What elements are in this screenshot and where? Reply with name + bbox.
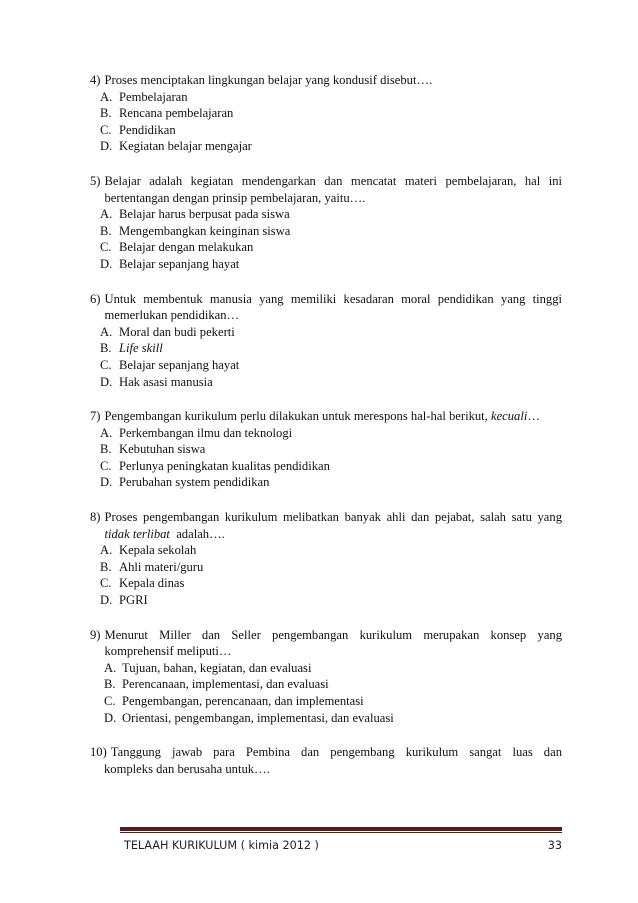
option-list — [90, 542, 562, 608]
option-d — [90, 138, 562, 155]
question-4 — [90, 72, 562, 155]
option-letter: D. — [100, 593, 113, 608]
question-text: Proses menciptakan lingkungan belajar yang kondusif disebut…. — [104, 73, 433, 87]
option-text: Perlunya peningkatan kualitas pendidikan — [119, 458, 330, 473]
question-number: 4) — [90, 73, 101, 87]
option-letter: A. — [100, 324, 113, 339]
document-body — [90, 72, 562, 795]
option-d — [90, 592, 562, 609]
option-c — [90, 239, 562, 256]
option-text: Perkembangan ilmu dan teknologi — [119, 425, 293, 440]
question-text-emphasis: kecuali — [490, 409, 528, 424]
question-line-1: Belajar adalah kegiatan mendengarkan dan mencatat materi pembelajaran, hal ini — [104, 173, 562, 188]
option-text: Pembelajaran — [119, 89, 188, 104]
question-text — [105, 173, 563, 206]
option-text: Belajar harus berpusat pada siswa — [119, 207, 290, 222]
option-list — [90, 425, 562, 491]
option-letter: A. — [104, 660, 117, 675]
option-c — [90, 575, 562, 592]
page-footer — [120, 827, 562, 852]
option-letter: B. — [100, 442, 112, 457]
option-b — [90, 559, 562, 576]
option-a — [90, 542, 562, 559]
footer-rule-thick — [120, 827, 562, 831]
option-text: Kebutuhan siswa — [119, 442, 206, 457]
option-text: Belajar dengan melakukan — [119, 240, 254, 255]
option-text: Kepala sekolah — [119, 543, 197, 558]
option-letter: D. — [104, 710, 117, 725]
option-letter: B. — [104, 677, 116, 692]
question-number: 5) — [90, 173, 101, 188]
question-text-end: … — [527, 409, 540, 424]
question-line-1: Tanggung jawab para Pembina dan pengembang kurikulum sangat luas dan — [110, 745, 562, 760]
question-line-2: kompleks dan berusaha untuk…. — [104, 761, 270, 776]
option-text: Orientasi, pengembangan, implementasi, dan evaluasi — [122, 710, 394, 725]
question-line-1: Proses pengembangan kurikulum melibatkan banyak ahli dan pejabat, salah satu yang — [104, 510, 562, 525]
option-letter: B. — [100, 106, 112, 121]
question-7 — [90, 408, 562, 491]
option-letter: B. — [100, 341, 112, 356]
option-c — [90, 458, 562, 475]
question-line-2: memerlukan pendidikan… — [104, 308, 240, 323]
option-text: Pendidikan — [119, 122, 176, 137]
option-c — [90, 693, 562, 710]
option-letter: C. — [100, 240, 112, 255]
question-text — [105, 408, 563, 425]
option-letter: D. — [100, 374, 113, 389]
question-line-1: Untuk membentuk manusia yang memiliki kesadaran moral pendidikan yang tinggi — [104, 291, 562, 306]
question-number: 8) — [90, 510, 101, 525]
option-letter: A. — [100, 89, 113, 104]
option-list — [90, 89, 562, 155]
option-b — [90, 676, 562, 693]
option-list — [90, 324, 562, 390]
option-letter: B. — [100, 223, 112, 238]
option-text: Kepala dinas — [119, 576, 185, 591]
footer-title: TELAAH KURIKULUM ( kimia 2012 ) — [124, 839, 319, 852]
question-line-2 — [105, 526, 563, 543]
option-d — [90, 374, 562, 391]
option-b — [90, 223, 562, 240]
option-a — [90, 324, 562, 341]
option-list — [90, 660, 562, 726]
option-text: Perubahan system pendidikan — [119, 475, 270, 490]
option-text: Life skill — [119, 341, 163, 356]
option-letter: A. — [100, 543, 113, 558]
page-number: 33 — [547, 839, 562, 852]
option-a — [90, 425, 562, 442]
option-letter: C. — [104, 694, 116, 708]
option-a — [90, 206, 562, 223]
option-text: Belajar sepanjang hayat — [119, 256, 240, 271]
question-line-2: komprehensif meliputi… — [104, 644, 232, 659]
option-a — [90, 660, 562, 677]
question-text — [105, 291, 563, 324]
option-text: Rencana pembelajaran — [119, 106, 234, 121]
question-text-end: adalah…. — [176, 526, 225, 541]
option-text: Mengembangkan keinginan siswa — [119, 223, 291, 238]
option-text: Belajar sepanjang hayat — [119, 357, 240, 372]
option-letter: D. — [100, 139, 113, 154]
question-text — [105, 509, 563, 542]
option-letter: A. — [100, 207, 113, 222]
option-text: Perencanaan, implementasi, dan evaluasi — [122, 677, 329, 692]
option-text: PGRI — [119, 593, 148, 608]
option-text: Moral dan budi pekerti — [119, 324, 235, 339]
option-c — [90, 357, 562, 374]
question-number: 7) — [90, 409, 101, 424]
question-number: 6) — [90, 291, 101, 306]
option-letter: C. — [100, 458, 112, 473]
option-letter: D. — [100, 475, 113, 490]
option-d — [90, 256, 562, 273]
option-text: Ahli materi/guru — [119, 559, 204, 574]
option-letter: B. — [100, 559, 112, 574]
question-text — [105, 627, 563, 660]
question-line-2: bertentangan dengan prinsip pembelajaran, yaitu…. — [104, 190, 366, 205]
option-text: Pengembangan, perencanaan, dan implementasi — [122, 694, 364, 708]
question-number: 9) — [90, 627, 101, 642]
option-letter: C. — [100, 576, 112, 591]
question-line-1: Menurut Miller dan Seller pengembangan kurikulum merupakan konsep yang — [104, 627, 562, 642]
question-10 — [90, 744, 562, 777]
footer-row — [120, 839, 562, 852]
question-text-emphasis: tidak terlibat — [104, 526, 170, 541]
option-text: Kegiatan belajar mengajar — [119, 139, 252, 154]
option-d — [90, 474, 562, 491]
question-number: 10) — [90, 745, 107, 760]
question-9 — [90, 627, 562, 727]
question-8 — [90, 509, 562, 609]
option-letter: A. — [100, 425, 113, 440]
option-text: Tujuan, bahan, kegiatan, dan evaluasi — [122, 660, 312, 675]
option-list — [90, 206, 562, 272]
question-text — [111, 744, 562, 761]
option-b — [90, 441, 562, 458]
option-b — [90, 105, 562, 122]
option-a — [90, 89, 562, 106]
option-text: Hak asasi manusia — [119, 374, 213, 389]
footer-rule-thin — [120, 832, 562, 833]
option-letter: D. — [100, 256, 113, 271]
option-c — [90, 122, 562, 139]
question-6 — [90, 291, 562, 391]
question-text-main: Pengembangan kurikulum perlu dilakukan untuk merespons hal-hal berikut, — [104, 409, 488, 424]
option-letter: C. — [100, 357, 112, 372]
option-letter: C. — [100, 122, 112, 137]
question-5 — [90, 173, 562, 273]
option-b — [90, 340, 562, 357]
option-d — [90, 710, 562, 727]
